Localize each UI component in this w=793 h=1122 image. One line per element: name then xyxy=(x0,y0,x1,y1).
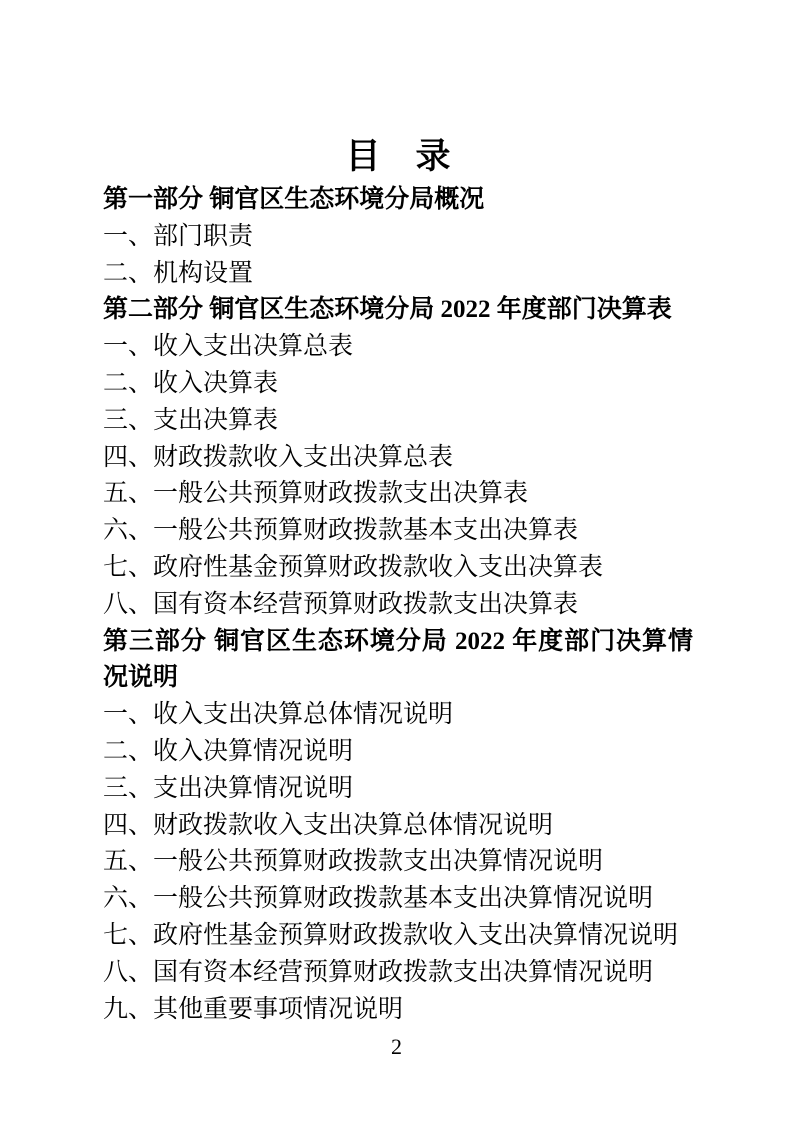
toc-section-heading-1: 第一部分 铜官区生态环境分局概况 xyxy=(103,186,485,213)
toc-item: 六、一般公共预算财政拨款基本支出决算表 xyxy=(103,517,579,545)
toc-item: 一、收入支出决算总表 xyxy=(103,333,354,361)
table-of-contents xyxy=(103,182,693,1028)
toc-item: 九、其他重要事项情况说明 xyxy=(103,995,404,1023)
toc-item: 八、国有资本经营预算财政拨款支出决算表 xyxy=(103,590,579,618)
page-title: 目 录 xyxy=(345,137,451,176)
toc-item: 五、一般公共预算财政拨款支出决算情况说明 xyxy=(103,848,604,876)
toc-content xyxy=(103,136,693,1028)
toc-item: 四、财政拨款收入支出决算总表 xyxy=(103,443,454,471)
toc-item: 二、收入决算情况说明 xyxy=(103,737,354,765)
toc-section-heading-2: 第二部分 铜官区生态环境分局 2022 年度部门决算表 xyxy=(103,296,672,324)
toc-item: 二、收入决算表 xyxy=(103,369,279,397)
toc-item: 六、一般公共预算财政拨款基本支出决算情况说明 xyxy=(103,885,654,913)
toc-item: 四、财政拨款收入支出决算总体情况说明 xyxy=(103,811,554,839)
toc-item: 五、一般公共预算财政拨款支出决算表 xyxy=(103,480,529,508)
toc-item: 七、政府性基金预算财政拨款收入支出决算表 xyxy=(103,553,604,581)
toc-item: 三、支出决算表 xyxy=(103,406,279,434)
toc-section-heading-3: 第三部分 铜官区生态环境分局 2022 年度部门决算情况说明 xyxy=(103,627,693,692)
page-number: 2 xyxy=(391,1034,402,1059)
toc-item: 八、国有资本经营预算财政拨款支出决算情况说明 xyxy=(103,958,654,986)
page-footer xyxy=(0,1033,793,1061)
toc-item: 三、支出决算情况说明 xyxy=(103,774,354,802)
toc-item: 一、部门职责 xyxy=(103,222,254,250)
toc-item: 二、机构设置 xyxy=(103,259,254,287)
toc-item: 一、收入支出决算总体情况说明 xyxy=(103,701,454,729)
toc-item: 七、政府性基金预算财政拨款收入支出决算情况说明 xyxy=(103,921,679,949)
